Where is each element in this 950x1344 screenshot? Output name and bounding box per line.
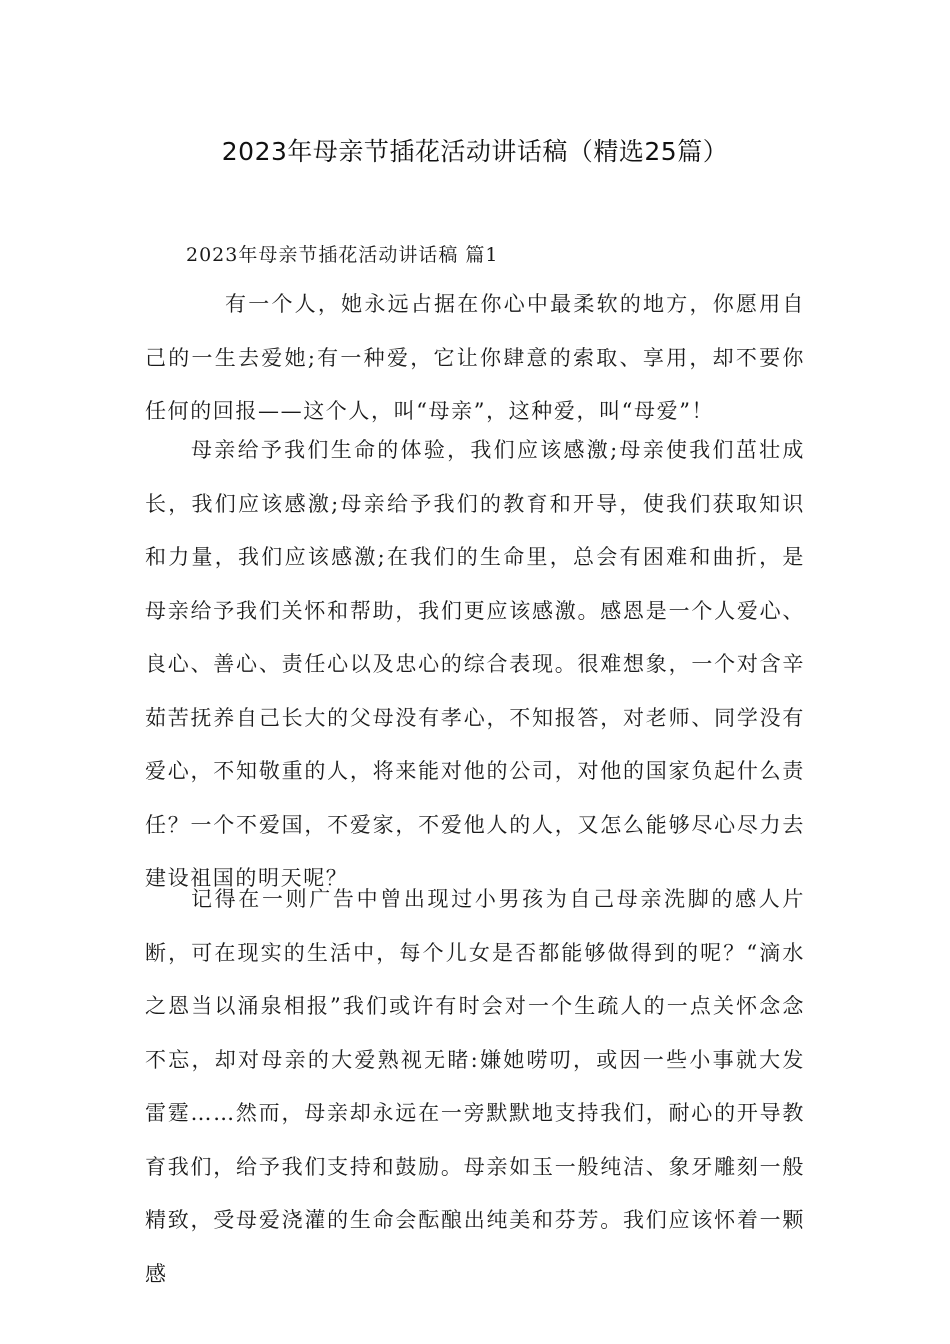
paragraph-2: 母亲给予我们生命的体验，我们应该感激;母亲使我们茁壮成长，我们应该感激;母亲给予我们的教育和开导，使我们获取知识和力量，我们应该感激;在我们的生命里，总会有困难和曲折，是母亲给予我们关怀和帮助，我们更应该感激。感恩是一个人爱心、良心、善心、责任心以及忠心的综合表现。很难想象，一个对含辛茹苦抚养自己长大的父母没有孝心，不知报答，对老师、同学没有爱心，不知敬重的人，将来能对他的公司，对他的国家负起什么责任？一个不爱国，不爱家，不爱他人的人，又怎么能够尽心尽力去建设祖国的明天呢？ — [145, 438, 805, 890]
document-title: 2023年母亲节插花活动讲话稿（精选25篇） — [221, 137, 729, 166]
section-heading: 2023年母亲节插花活动讲话稿 篇1 — [186, 244, 499, 266]
paragraph-1: 有一个人，她永远占据在你心中最柔软的地方，你愿用自己的一生去爱她;有一种爱，它让你肆意的索取、享用，却不要你任何的回报——这个人，叫“母亲”，这种爱，叫“母爱”！ — [145, 292, 805, 423]
paragraph-3: 记得在一则广告中曾出现过小男孩为自己母亲洗脚的感人片断，可在现实的生活中，每个儿女是否都能够做得到的呢？“滴水之恩当以涌泉相报”我们或许有时会对一个生疏人的一点关怀念念不忘，却对母亲的大爱熟视无睹:嫌她唠叨，或因一些小事就大发雷霆……然而，母亲却永远在一旁默默地支持我们，耐心的开导教育我们，给予我们支持和鼓励。母亲如玉一般纯洁、象牙雕刻一般精致，受母爱浇灌的生命会酝酿出纯美和芬芳。我们应该怀着一颗感 — [145, 887, 805, 1286]
